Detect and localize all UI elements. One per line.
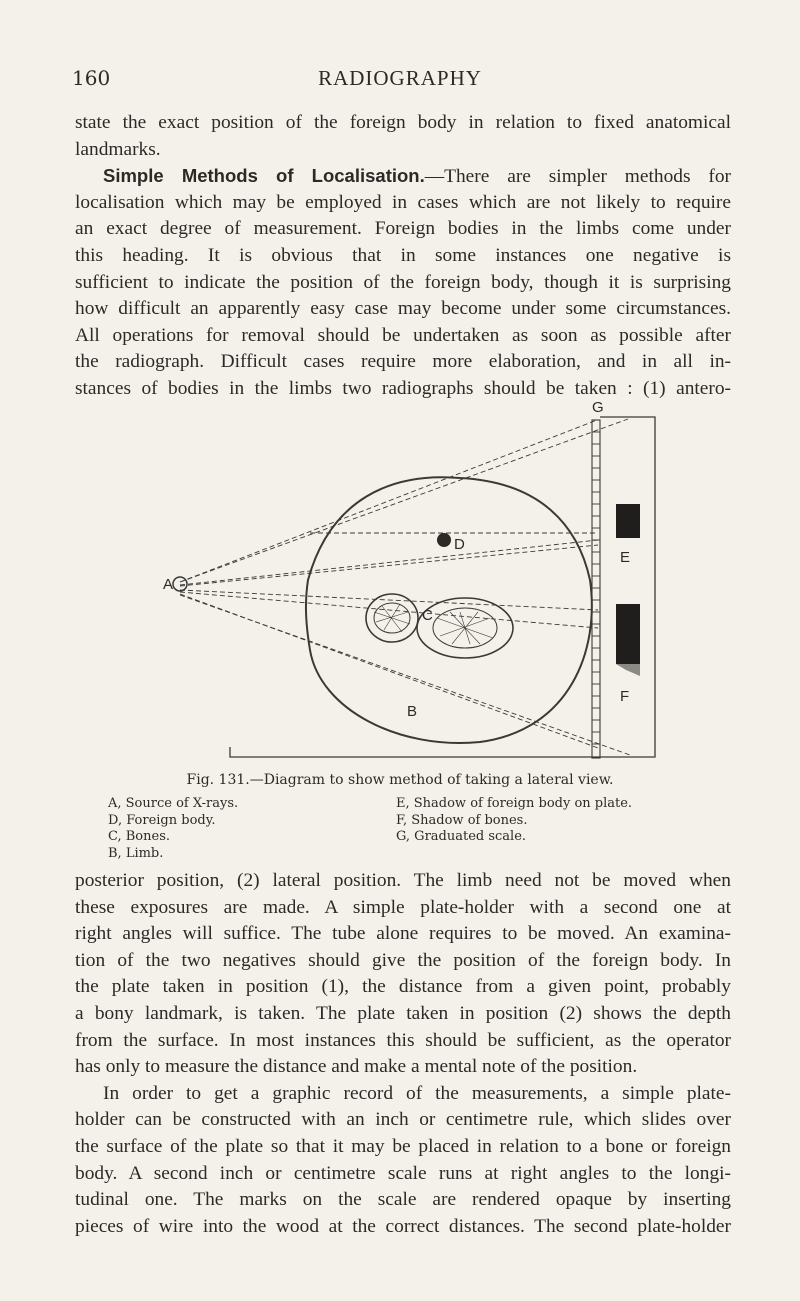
label-a: A xyxy=(163,576,174,593)
label-c: C xyxy=(422,607,433,624)
text-line: these exposures are made. A simple plate-holder with a second one at xyxy=(75,896,731,918)
text-line: holder can be constructed with an inch or centimetre rule, which slides over xyxy=(75,1109,731,1131)
limb-outline xyxy=(306,477,592,743)
figure-caption: Fig. 131.—Diagram to show method of taking a lateral view. xyxy=(186,772,614,788)
text-line: the surface of the plate so that it may be placed in relation to a bone or foreign xyxy=(75,1135,731,1157)
legend-item: G, Graduated scale. xyxy=(396,829,527,844)
text-line: this heading. It is obvious that in some instances one negative is xyxy=(75,244,731,266)
legend-column-left xyxy=(108,796,238,862)
figure-131-diagram xyxy=(160,350,670,770)
running-head xyxy=(72,66,728,96)
text-line: body. A second inch or centimetre scale runs at right angles to the longi- xyxy=(75,1162,731,1184)
label-f: F xyxy=(620,688,630,705)
running-title: RADIOGRAPHY xyxy=(318,66,482,90)
text-fragment: —There are simpler methods for xyxy=(424,166,731,188)
x-ray-lines xyxy=(180,419,630,755)
text-line: the radiograph. Difficult cases require more elaboration, and in all in- xyxy=(75,351,731,373)
legend-item: A, Source of X-rays. xyxy=(108,796,239,811)
foreign-body xyxy=(437,533,451,547)
text-line: posterior position, (2) lateral position. The limb need not be moved when xyxy=(75,870,731,891)
text-line: the plate taken in position (1), the distance from a given point, probably xyxy=(75,976,731,998)
label-g: G xyxy=(592,399,604,416)
x-ray-source xyxy=(173,577,187,591)
section-heading: Simple Methods of Localisation. xyxy=(103,165,425,187)
page-number: 160 xyxy=(72,66,111,90)
text-line: a bony landmark, is taken. The plate taken in position (2) shows the depth xyxy=(75,1002,731,1024)
graduated-scale xyxy=(592,420,600,758)
legend-column-right xyxy=(396,796,632,846)
text-line xyxy=(75,163,731,190)
label-e: E xyxy=(620,549,631,566)
label-b: B xyxy=(407,703,418,720)
text-line: state the exact position of the foreign body in relation to fixed anatomical xyxy=(75,112,731,133)
scale-ticks xyxy=(592,432,600,744)
text-line: tudinal one. The marks on the scale are rendered opaque by inserting xyxy=(75,1189,731,1211)
legend-item: D, Foreign body. xyxy=(108,812,216,828)
text-line: right angles will suffice. The tube alone requires to be moved. An examina- xyxy=(75,923,731,945)
legend-item: B, Limb. xyxy=(108,845,164,861)
text-line: landmarks. xyxy=(75,138,161,160)
paragraph-continued xyxy=(75,868,731,1240)
text-line: In order to get a graphic record of the measurements, a simple plate- xyxy=(103,1082,731,1104)
text-line: tion of the two negatives should give the position of the foreign body. In xyxy=(75,949,731,971)
legend-item: E, Shadow of foreign body on plate. xyxy=(396,796,633,811)
text-line: stances of bodies in the limbs two radiographs should be taken : (1) antero- xyxy=(75,377,731,399)
text-line: All operations for removal should be undertaken as soon as possible after xyxy=(75,324,731,346)
text-line: an exact degree of measurement. Foreign bodies in the limbs come under xyxy=(75,218,731,240)
text-line: from the surface. In most instances this should be sufficient, as the operator xyxy=(75,1029,731,1051)
text-line: has only to measure the distance and make a mental note of the position. xyxy=(75,1056,638,1078)
label-d: D xyxy=(454,536,465,553)
legend-item: C, Bones. xyxy=(108,829,170,844)
text-line: sufficient to indicate the position of the foreign body, though it is surprising xyxy=(75,271,731,293)
foreign-body-shadow xyxy=(616,504,640,538)
text-line: localisation which may be employed in cases which are not likely to require xyxy=(75,191,731,213)
text-line: pieces of wire into the wood at the correct distances. The second plate-holder xyxy=(75,1215,731,1237)
legend-item: F, Shadow of bones. xyxy=(396,812,528,828)
bone-shadow xyxy=(616,604,640,664)
text-line: how difficult an apparently easy case may become under some circumstances. xyxy=(75,298,731,320)
lateral-view-diagram xyxy=(160,350,670,770)
